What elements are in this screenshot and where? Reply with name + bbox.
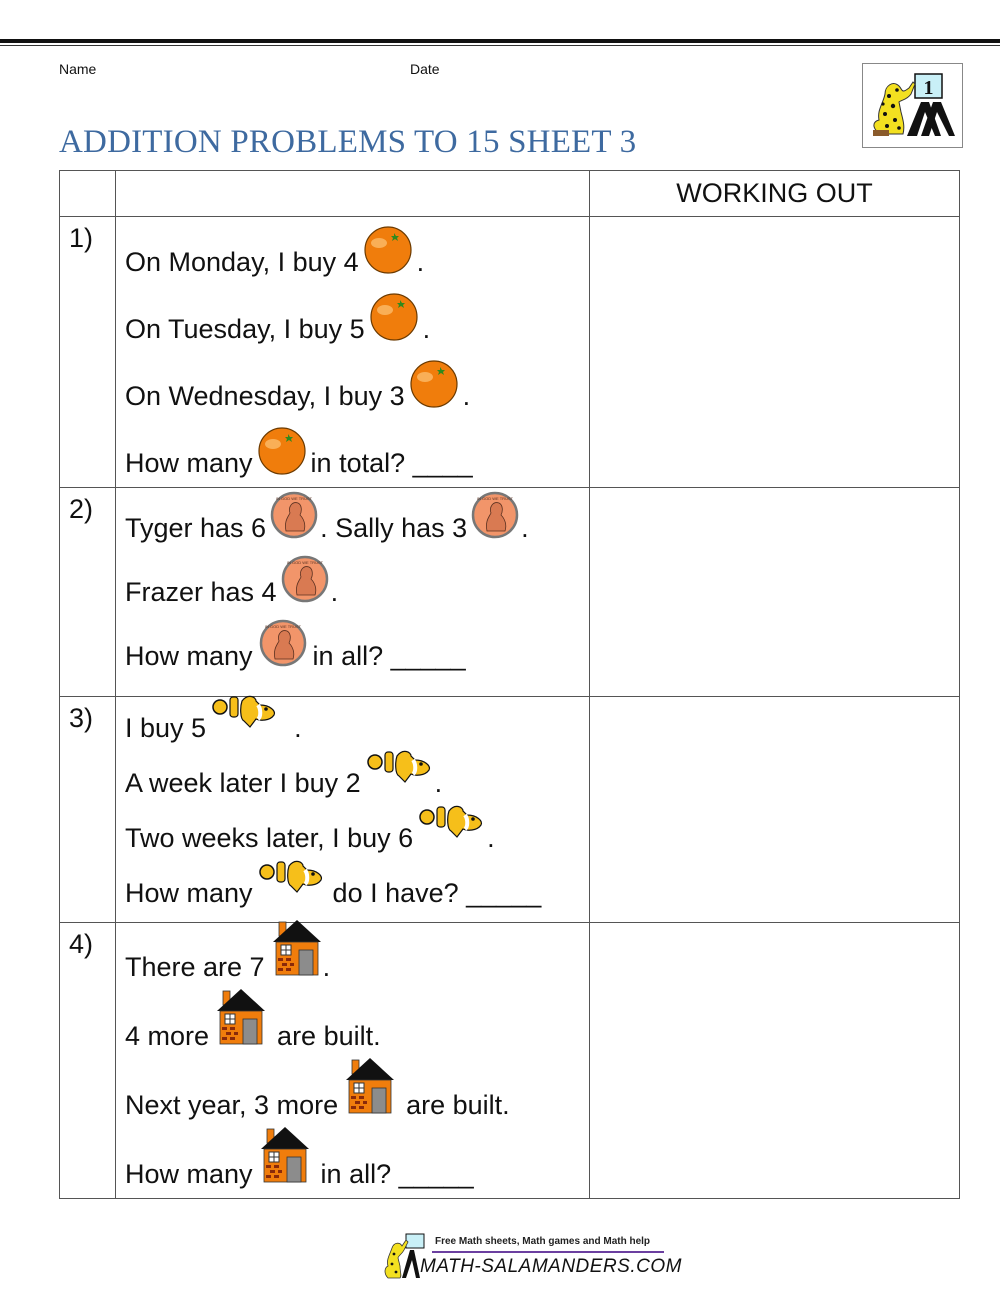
clownfish-icon bbox=[367, 746, 433, 793]
problem-line: I buy 5 . bbox=[116, 697, 589, 752]
orange-icon bbox=[257, 426, 307, 483]
clownfish-icon bbox=[419, 801, 485, 848]
house-icon bbox=[346, 1058, 394, 1121]
working-out-area[interactable] bbox=[590, 923, 960, 1199]
answer-blank: in all? _____ bbox=[320, 1159, 474, 1189]
working-out-area[interactable] bbox=[590, 697, 960, 923]
problem-text bbox=[116, 488, 590, 697]
svg-text:IN GOD WE TRUST: IN GOD WE TRUST bbox=[264, 624, 301, 629]
problem-text bbox=[116, 923, 590, 1199]
problem-line: On Wednesday, I buy 3 . bbox=[116, 353, 589, 420]
problem-row-4 bbox=[60, 923, 960, 1199]
house-icon bbox=[261, 1127, 309, 1190]
problem-text bbox=[116, 217, 590, 488]
header-number-cell bbox=[60, 171, 116, 217]
working-out-area[interactable] bbox=[590, 217, 960, 488]
problems-table bbox=[59, 170, 960, 1199]
problem-line: How many IN GOD WE TRUST in all? _____ bbox=[116, 616, 589, 680]
clownfish-icon bbox=[259, 856, 325, 903]
problem-line: Frazer has 4 IN GOD WE TRUST . bbox=[116, 552, 589, 616]
answer-blank: in total? ____ bbox=[310, 448, 473, 478]
footer-site-name: MATH-SALAMANDERS.COM bbox=[420, 1256, 682, 1277]
problem-number: 3) bbox=[60, 697, 116, 923]
penny-icon bbox=[471, 491, 519, 546]
problem-row-2 bbox=[60, 488, 960, 697]
problem-line: On Monday, I buy 4 . bbox=[116, 219, 589, 286]
problem-line: Next year, 3 more are built. bbox=[116, 1060, 589, 1129]
answer-blank: in all? _____ bbox=[312, 641, 466, 671]
svg-text:IN GOD WE TRUST: IN GOD WE TRUST bbox=[477, 496, 514, 501]
footer-divider bbox=[432, 1251, 664, 1253]
answer-blank: do I have? _____ bbox=[332, 878, 542, 908]
footer-tagline: Free Math sheets, Math games and Math help bbox=[435, 1236, 651, 1247]
problem-line: How many in total? ____ bbox=[116, 420, 589, 487]
problem-row-1 bbox=[60, 217, 960, 488]
problem-text bbox=[116, 697, 590, 923]
problem-line: A week later I buy 2 . bbox=[116, 752, 589, 807]
header-working-out: WORKING OUT bbox=[590, 171, 960, 217]
problem-line: Two weeks later, I buy 6 . bbox=[116, 807, 589, 862]
svg-text:1: 1 bbox=[923, 77, 934, 99]
problem-line: There are 7 . bbox=[116, 925, 589, 991]
svg-text:IN GOD WE TRUST: IN GOD WE TRUST bbox=[286, 560, 323, 565]
svg-text:IN GOD WE TRUST: IN GOD WE TRUST bbox=[276, 496, 313, 501]
problem-line: Tyger has 6 IN GOD WE TRUST . Sally has 3 IN GOD WE TRUST . bbox=[116, 488, 589, 552]
orange-icon bbox=[363, 225, 413, 282]
problem-line: How many do I have? _____ bbox=[116, 862, 589, 917]
problem-row-3 bbox=[60, 697, 960, 923]
header-question-cell bbox=[116, 171, 590, 217]
problem-line: 4 more are built. bbox=[116, 991, 589, 1060]
problem-number: 1) bbox=[60, 217, 116, 488]
penny-icon bbox=[270, 491, 318, 546]
footer-logo[interactable] bbox=[380, 1232, 680, 1282]
working-out-area[interactable] bbox=[590, 488, 960, 697]
house-icon bbox=[217, 989, 265, 1052]
top-rule-thin bbox=[0, 45, 1000, 46]
name-label: Name bbox=[59, 61, 97, 77]
problem-line: How many in all? _____ bbox=[116, 1129, 589, 1198]
orange-icon bbox=[409, 359, 459, 416]
problem-number: 4) bbox=[60, 923, 116, 1199]
table-header-row bbox=[60, 171, 960, 217]
problem-number: 2) bbox=[60, 488, 116, 697]
date-label: Date bbox=[410, 61, 440, 77]
page-title: ADDITION PROBLEMS TO 15 SHEET 3 bbox=[59, 124, 637, 160]
clownfish-icon bbox=[212, 691, 278, 738]
penny-icon bbox=[281, 555, 329, 610]
salamander-grade-1-icon bbox=[862, 63, 963, 148]
problem-line: On Tuesday, I buy 5 . bbox=[116, 286, 589, 353]
house-icon bbox=[273, 920, 321, 983]
penny-icon bbox=[259, 619, 307, 674]
top-rule-thick bbox=[0, 39, 1000, 43]
orange-icon bbox=[369, 292, 419, 349]
